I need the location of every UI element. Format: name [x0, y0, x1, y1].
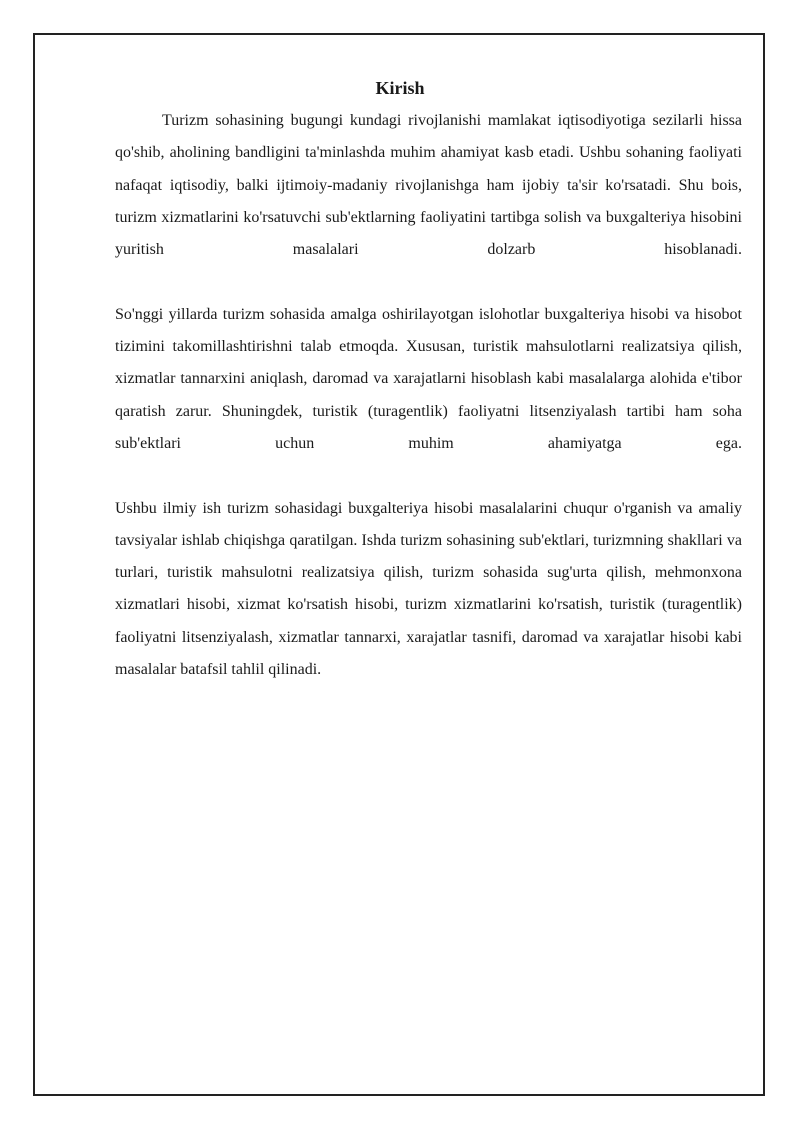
paragraph-scope: Ushbu ilmiy ish turizm sohasidagi buxgalteriya hisobi masalalarini chuqur o'rganish va amaliy tavsiyalar ishlab chiqishga qaratilgan. Ishda turizm sohasining sub'ektlari, turizmning shakllari va turlari, turistik mahsulotni realizatsiya qilish, turizm sohasida sug'urta qilish, mehmonxona xizmatlari hisobi, xizmat ko'rsatish hisobi, turizm xizmatlarini ko'rsatish, turistik (turagentlik) faoliyatni litsenziyalash, xizmatlar tannarxi, xarajatlar tasnifi, daromad va xarajatlar hisobi kabi masalalar batafsil tahlil qilinadi.: [115, 499, 742, 679]
document-body: [115, 105, 742, 686]
page-title: Kirish: [375, 78, 425, 98]
paragraph-intro: Turizm sohasining bugungi kundagi rivojlanishi mamlakat iqtisodiyotiga sezilarli hissa qo'shib, aholining bandligini ta'minlashda muhim ahamiyat kasb etadi. Ushbu sohaning faoliyati nafaqat iqtisodiy, balki ijtimoiy-madaniy rivojlanishga ham ijobiy ta'sir ko'rsatadi. Shu bois, turizm xizmatlarini ko'rsatuvchi sub'ektlarning faoliyatini tartibga solish va buxgalteriya hisobini yuritish masalalari dolzarb hisoblanadi.: [115, 112, 742, 259]
paragraph-reforms: So'nggi yillarda turizm sohasida amalga oshirilayotgan islohotlar buxgalteriya hisobi va hisobot tizimini takomillashtirishni talab etmoqda. Xususan, turistik mahsulotlarni realizatsiya qilish, xizmatlar tannarxini aniqlash, daromad va xarajatlarni hisoblash kabi masalalarga alohida e'tibor qaratish zarur. Shuningdek, turistik (turagentlik) faoliyatni litsenziyalash tartibi ham soha sub'ektlari uchun muhim ahamiyatga ega.: [115, 305, 742, 452]
